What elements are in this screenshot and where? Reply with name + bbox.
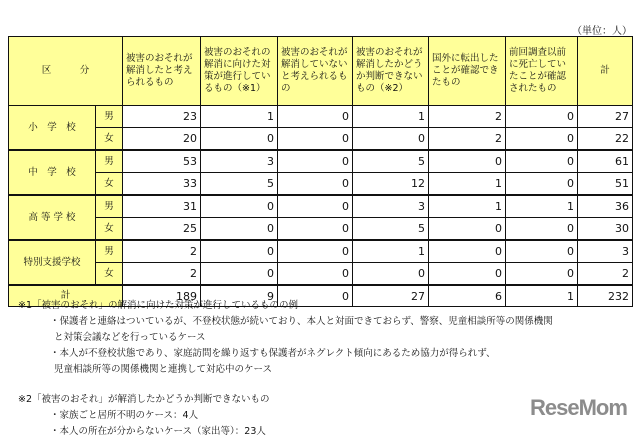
table-cell: 1 xyxy=(429,173,506,196)
table-cell: 31 xyxy=(123,195,201,218)
table-cell: 0 xyxy=(353,263,429,286)
table-row xyxy=(9,150,633,173)
column-header: 被害のおそれが解消したかどうか判断できないもの（※2） xyxy=(353,37,429,106)
table-row xyxy=(9,128,633,151)
table-cell: 27 xyxy=(578,106,633,128)
table-cell: 5 xyxy=(353,150,429,173)
header-row xyxy=(9,37,633,106)
table-cell: 1 xyxy=(353,106,429,128)
table-row xyxy=(9,218,633,241)
table-cell: 5 xyxy=(201,173,278,196)
note2-item: ・家族ごと居所不明のケース：4人 xyxy=(50,410,199,421)
table-cell: 0 xyxy=(278,173,353,196)
table-cell: 0 xyxy=(506,106,578,128)
resemom-logo: ReseMom xyxy=(530,395,627,420)
table-cell: 3 xyxy=(201,150,278,173)
data-table xyxy=(8,36,633,307)
total-cell: 189 xyxy=(123,285,201,307)
table-cell: 5 xyxy=(353,218,429,241)
table-cell: 2 xyxy=(429,106,506,128)
table-cell: 0 xyxy=(201,195,278,218)
note2-item: ・本人の所在が分からないケース（家出等）：23人 xyxy=(50,426,266,437)
sex-label: 男 xyxy=(96,195,123,218)
table-cell: 1 xyxy=(506,195,578,218)
note1-item: ・保護者と連絡はついているが、不登校状態が続いており、本人と対面できておらず、警察、児童相談所等の関係機関 xyxy=(50,316,553,327)
sex-label: 男 xyxy=(96,106,123,128)
table-cell: 0 xyxy=(429,218,506,241)
table-cell: 20 xyxy=(123,128,201,151)
table-row xyxy=(9,106,633,128)
table-cell: 2 xyxy=(123,240,201,263)
column-header: 前回調査以前に死亡していたことが確認されたもの xyxy=(506,37,578,106)
table-row xyxy=(9,195,633,218)
sex-label: 男 xyxy=(96,240,123,263)
school-type: 中 学 校 xyxy=(9,150,96,195)
table-cell: 36 xyxy=(578,195,633,218)
table-cell: 0 xyxy=(506,218,578,241)
table-cell: 0 xyxy=(278,195,353,218)
table-cell: 0 xyxy=(278,106,353,128)
total-label: 計 xyxy=(9,285,123,307)
table-cell: 0 xyxy=(429,150,506,173)
table-cell: 22 xyxy=(578,128,633,151)
table-cell: 0 xyxy=(506,173,578,196)
unit-label: （単位：人） xyxy=(572,26,632,37)
table-cell: 51 xyxy=(578,173,633,196)
table-cell: 0 xyxy=(506,150,578,173)
note1-title: ※1「被害のおそれ」の解消に向けた対策が進行しているものの例 xyxy=(18,300,299,311)
school-type: 小 学 校 xyxy=(9,106,96,151)
table-cell: 25 xyxy=(123,218,201,241)
total-cell: 9 xyxy=(201,285,278,307)
total-cell: 0 xyxy=(278,285,353,307)
table-cell: 12 xyxy=(353,173,429,196)
table-cell: 53 xyxy=(123,150,201,173)
column-header: 計 xyxy=(578,37,633,106)
table-cell: 1 xyxy=(201,106,278,128)
total-cell: 232 xyxy=(578,285,633,307)
table-cell: 61 xyxy=(578,150,633,173)
table-row xyxy=(9,263,633,286)
table-cell: 0 xyxy=(278,128,353,151)
table-row xyxy=(9,240,633,263)
sex-label: 女 xyxy=(96,263,123,286)
school-type: 高 等 学 校 xyxy=(9,195,96,240)
column-header: 国外に転出したことが確認できたもの xyxy=(429,37,506,106)
total-cell: 27 xyxy=(353,285,429,307)
table-cell: 30 xyxy=(578,218,633,241)
table-row xyxy=(9,173,633,196)
table-cell: 0 xyxy=(506,263,578,286)
table-cell: 0 xyxy=(429,263,506,286)
header-category: 区 分 xyxy=(9,37,123,106)
table-cell: 2 xyxy=(429,128,506,151)
table-cell: 23 xyxy=(123,106,201,128)
table-cell: 3 xyxy=(578,240,633,263)
table-cell: 0 xyxy=(201,128,278,151)
table-cell: 2 xyxy=(123,263,201,286)
column-header: 被害のおそれが解消していないと考えられるもの xyxy=(278,37,353,106)
note1-item: ・本人が不登校状態であり、家庭訪問を繰り返すも保護者がネグレクト傾向にあるため協力が得られず、 xyxy=(50,348,496,359)
table-cell: 0 xyxy=(353,128,429,151)
sex-label: 男 xyxy=(96,150,123,173)
table-cell: 33 xyxy=(123,173,201,196)
note2-title: ※2「被害のおそれ」が解消したかどうか判断できないもの xyxy=(18,394,270,405)
table-cell: 0 xyxy=(278,218,353,241)
column-header: 被害のおそれが解消したと考えられるもの xyxy=(123,37,201,106)
school-type: 特別支援学校 xyxy=(9,240,96,285)
sex-label: 女 xyxy=(96,218,123,241)
note1-item-cont: と対策会議などを行っているケース xyxy=(54,332,206,343)
total-cell: 1 xyxy=(506,285,578,307)
table-cell: 0 xyxy=(201,218,278,241)
table-cell: 0 xyxy=(506,240,578,263)
table-cell: 3 xyxy=(353,195,429,218)
footnotes xyxy=(18,298,553,437)
table-cell: 0 xyxy=(278,263,353,286)
table-cell: 0 xyxy=(201,240,278,263)
sex-label: 女 xyxy=(96,173,123,196)
sex-label: 女 xyxy=(96,128,123,151)
total-cell: 6 xyxy=(429,285,506,307)
column-header: 被害のおそれの解消に向けた対策が進行しているもの（※1） xyxy=(201,37,278,106)
table-cell: 0 xyxy=(278,150,353,173)
table-cell: 2 xyxy=(578,263,633,286)
table-cell: 0 xyxy=(201,263,278,286)
table-cell: 1 xyxy=(429,195,506,218)
table-cell: 0 xyxy=(278,240,353,263)
table-cell: 0 xyxy=(429,240,506,263)
note1-item-cont: 児童相談所等の関係機関と連携して対応中のケース xyxy=(54,364,273,375)
table-cell: 1 xyxy=(353,240,429,263)
table-cell: 0 xyxy=(506,128,578,151)
